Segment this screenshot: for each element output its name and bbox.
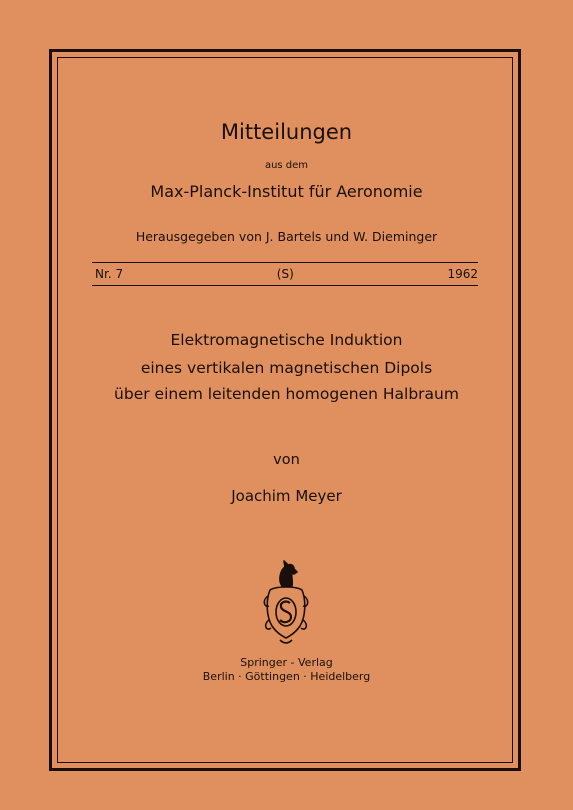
issue-section: (S) bbox=[276, 267, 294, 281]
publisher-locations: Berlin · Göttingen · Heidelberg bbox=[202, 670, 371, 683]
aus-dem-label: aus dem bbox=[264, 160, 309, 171]
editors-line: Herausgegeben von J. Bartels und W. Dieminger bbox=[135, 229, 438, 244]
by-label: von bbox=[273, 452, 300, 468]
issue-number: Nr. 7 bbox=[95, 267, 124, 281]
issue-year: 1962 bbox=[447, 267, 478, 281]
springer-knight-logo-icon bbox=[260, 556, 312, 646]
title-line-3: über einem leitenden homogenen Halbraum bbox=[114, 385, 459, 403]
series-title: Mitteilungen bbox=[220, 120, 353, 144]
author-name: Joachim Meyer bbox=[231, 487, 342, 505]
title-line-1: Elektromagnetische Induktion bbox=[170, 331, 403, 349]
title-line-2: eines vertikalen magnetischen Dipols bbox=[140, 359, 433, 377]
publisher-name: Springer - Verlag bbox=[240, 656, 333, 669]
issue-rule-top bbox=[92, 262, 478, 263]
institute-name: Max-Planck-Institut für Aeronomie bbox=[150, 182, 423, 201]
issue-row bbox=[95, 267, 478, 281]
issue-rule-bottom bbox=[92, 285, 478, 286]
